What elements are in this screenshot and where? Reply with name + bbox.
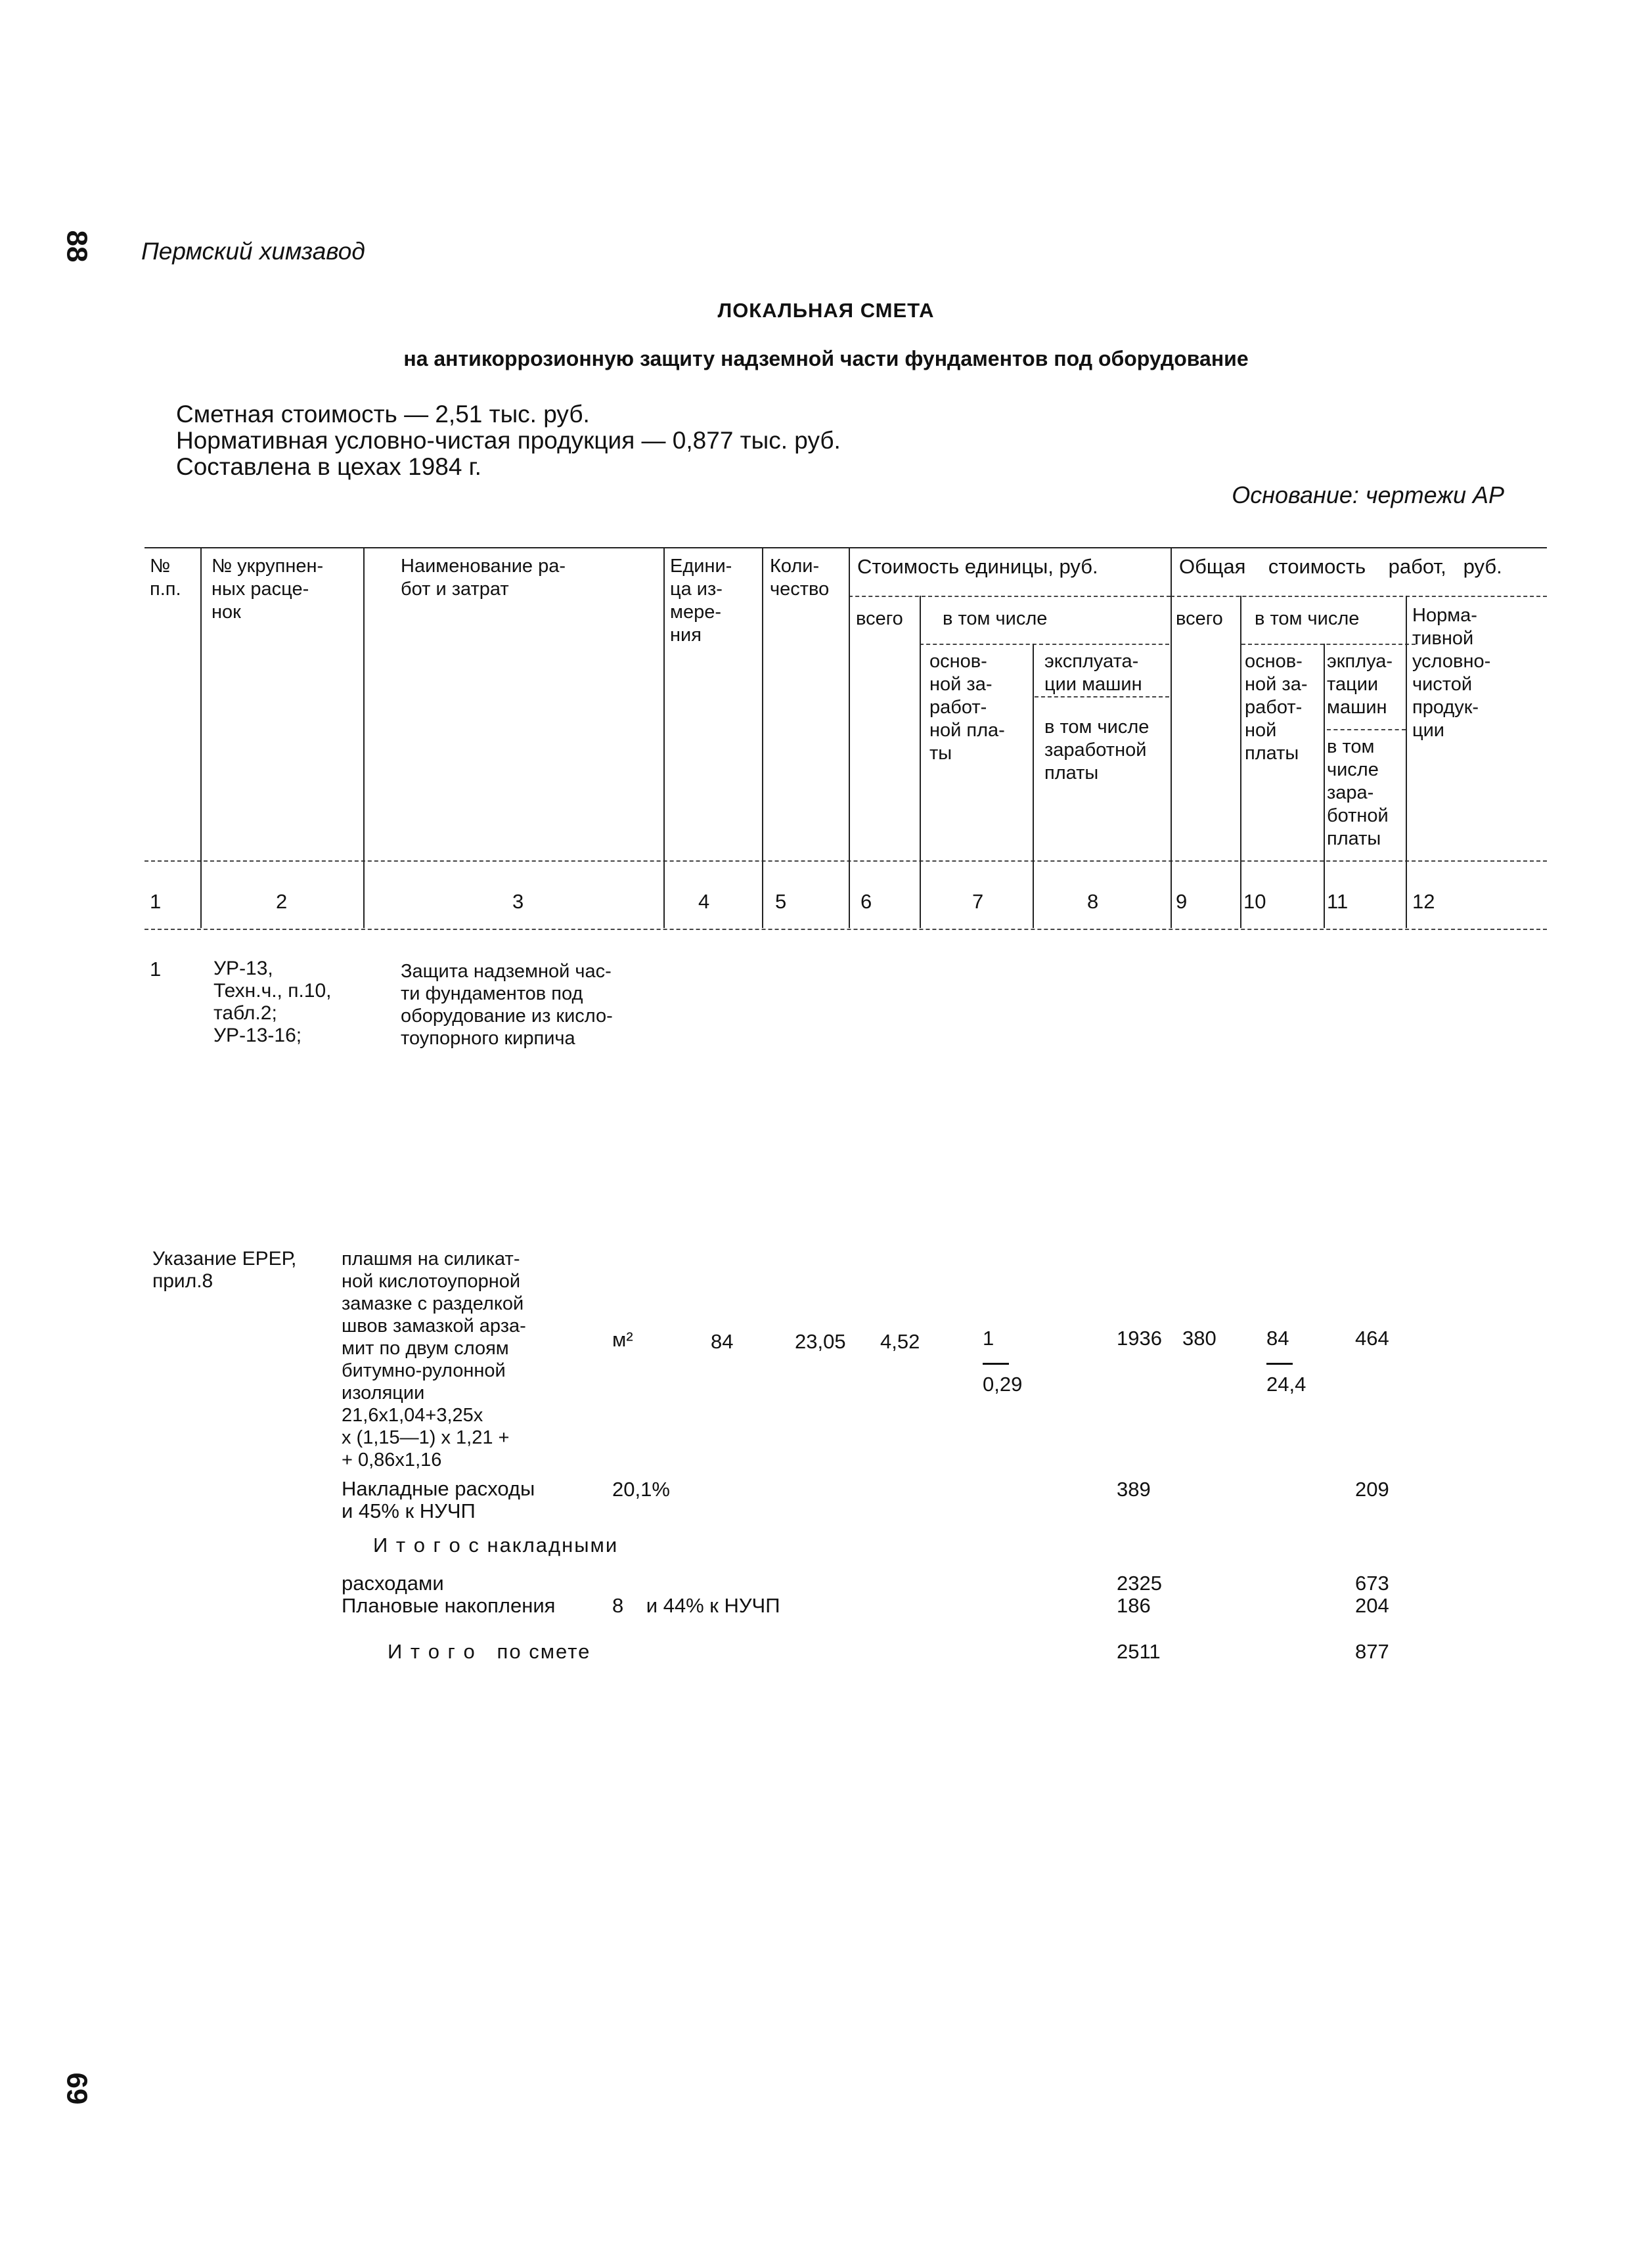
header-total-machines: экплуа- тации машин	[1327, 651, 1393, 718]
header-rule-unit	[849, 596, 1171, 597]
col-number: 9	[1176, 890, 1188, 913]
header-number: № п.п.	[150, 556, 181, 600]
header-unit-machines: эксплуата- ции машин	[1044, 651, 1142, 695]
col-number: 3	[512, 890, 524, 913]
page-number-bottom: 69	[60, 2072, 93, 2105]
header-rate-code: № укрупнен- ных расце- нок	[212, 556, 324, 623]
planned-label: Плановые накопления	[342, 1594, 556, 1617]
total-nuchp: 464	[1355, 1327, 1389, 1350]
planned-rate: 8 и 44% к НУЧП	[612, 1594, 780, 1617]
header-total-machine-wage: в том числе зара- ботной платы	[1327, 736, 1389, 849]
header-unit-all: всего	[856, 608, 903, 629]
work-name: Защита надземной час- ти фундаментов под оборудование из кисло- тоупорного кирпича	[401, 961, 613, 1049]
total-machines: 84	[1266, 1327, 1289, 1350]
unit-cost-machine-wage: 0,29	[983, 1373, 1023, 1396]
header-unit: Едини- ца из- мере- ния	[670, 556, 732, 646]
col-number: 8	[1087, 890, 1099, 913]
header-rule-mach2	[1327, 729, 1406, 730]
grand-total: 2511	[1117, 1640, 1161, 1663]
rate-code: УР-13, Техн.ч., п.10, табл.2; УР-13-16;	[213, 958, 332, 1046]
header-rule-mach1	[1035, 696, 1169, 697]
unit-cost-machines: 1	[983, 1327, 994, 1350]
overhead-nuchp: 209	[1355, 1478, 1389, 1501]
work-description: плашмя на силикат- ной кислотоупорной замазке с разделкой швов замазкой арза- мит по двум слоям битумно-рулонной изоляции 21,6х1,04+3,25х х (1,15—1) х 1,21 + + 0,86х1,16	[342, 1249, 526, 1471]
grand-total-label: И т о г о по смете	[388, 1640, 591, 1663]
col-number: 6	[860, 890, 872, 913]
grand-nuchp: 877	[1355, 1640, 1389, 1663]
subtotal-nuchp: 673	[1355, 1572, 1389, 1595]
row-number: 1	[150, 958, 162, 981]
col-number: 1	[150, 890, 162, 913]
planned-total: 186	[1117, 1594, 1151, 1617]
subtotal-label: И т о г о с накладными	[373, 1534, 619, 1557]
rate-reference: Указание ЕРЕР, прил.8	[152, 1248, 297, 1292]
unit-cost-wage: 4,52	[880, 1330, 920, 1353]
header-rule-total	[1171, 596, 1547, 597]
header-total-all: всего	[1176, 608, 1223, 629]
total-machine-wage: 24,4	[1266, 1373, 1306, 1396]
document-title: ЛОКАЛЬНАЯ СМЕТА	[717, 299, 935, 322]
col-number: 11	[1327, 890, 1349, 913]
normative-product: Нормативная условно-чистая продукция — 0,877 тыс. руб.	[176, 427, 841, 454]
page-number-top: 88	[60, 230, 93, 263]
col-number: 12	[1412, 890, 1435, 913]
header-rule-sub2	[1241, 644, 1416, 645]
header-total-incl: в том числе	[1255, 608, 1360, 629]
composed-date: Составлена в цехах 1984 г.	[176, 453, 481, 480]
total-cost: 1936	[1117, 1327, 1162, 1350]
header-nuchp: Норма- тивной условно- чистой продук- ции	[1412, 605, 1491, 741]
header-bottom-rule	[145, 860, 1547, 862]
col-number: 10	[1243, 890, 1266, 913]
total-wage: 380	[1182, 1327, 1217, 1350]
overhead-total: 389	[1117, 1478, 1151, 1501]
col-number: 5	[775, 890, 787, 913]
numbers-bottom-rule	[145, 929, 1547, 930]
unit-cost-total: 23,05	[795, 1330, 846, 1353]
header-unit-machine-wage: в том числе заработной платы	[1044, 717, 1150, 784]
header-total-wage: основ- ной за- работ- ной платы	[1245, 651, 1308, 764]
header-unit-wage: основ- ной за- работ- ной пла- ты	[929, 651, 1005, 764]
col-number: 2	[276, 890, 288, 913]
subtotal-label-cont: расходами	[342, 1572, 444, 1595]
quantity: 84	[711, 1330, 734, 1353]
col-number: 4	[698, 890, 710, 913]
planned-nuchp: 204	[1355, 1594, 1389, 1617]
organization-name: Пермский химзавод	[141, 238, 365, 265]
header-total-cost: Общая стоимость работ, руб.	[1179, 555, 1502, 578]
col-number: 7	[972, 890, 984, 913]
overhead-label: Накладные расходы и 45% к НУЧП	[342, 1477, 535, 1522]
header-top-rule	[145, 547, 1547, 548]
header-rule-sub1	[920, 644, 1169, 645]
estimated-cost: Сметная стоимость — 2,51 тыс. руб.	[176, 401, 590, 428]
header-work-name: Наименование ра- бот и затрат	[401, 556, 566, 600]
header-unit-cost: Стоимость единицы, руб.	[857, 555, 1098, 578]
header-quantity: Коли- чество	[770, 556, 830, 600]
header-unit-incl: в том числе	[943, 608, 1048, 629]
subtotal-total: 2325	[1117, 1572, 1162, 1595]
overhead-rate: 20,1%	[612, 1478, 670, 1501]
document-subtitle: на антикоррозионную защиту надземной части фундаментов под оборудование	[403, 347, 1249, 370]
unit-of-measure: м²	[612, 1328, 633, 1351]
basis-note: Основание: чертежи АР	[1232, 481, 1504, 508]
